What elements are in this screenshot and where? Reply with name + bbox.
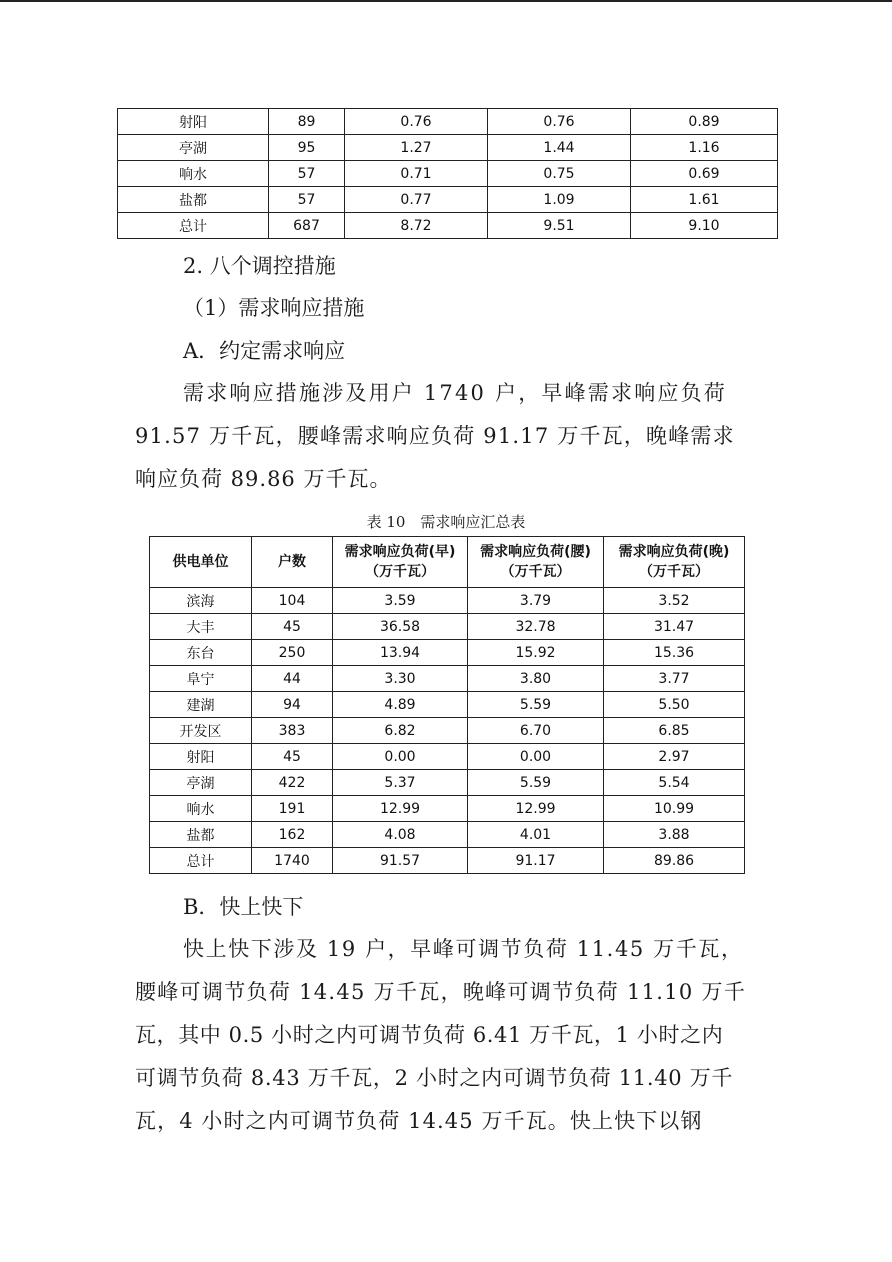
table-cell: 91.17 bbox=[468, 848, 604, 874]
column-header bbox=[468, 537, 604, 588]
table-cell: 4.89 bbox=[333, 692, 468, 718]
table-cell: 191 bbox=[252, 796, 333, 822]
para-b-line-5: 瓦，4 小时之内可调节负荷 14.45 万千瓦。快上快下以钢 bbox=[135, 1109, 703, 1133]
table-cell: 1.27 bbox=[345, 135, 488, 161]
column-header bbox=[604, 537, 745, 588]
table-cell: 10.99 bbox=[604, 796, 745, 822]
table-cell: 1740 bbox=[252, 848, 333, 874]
table-cell: 57 bbox=[269, 187, 345, 213]
table-cell: 0.77 bbox=[345, 187, 488, 213]
table-cell: 6.85 bbox=[604, 718, 745, 744]
unit-name-cell: 大丰 bbox=[150, 614, 252, 640]
unit-name-cell: 建湖 bbox=[150, 692, 252, 718]
table-cell: 5.59 bbox=[468, 692, 604, 718]
column-header-line: 供电单位 bbox=[172, 554, 229, 570]
table-row bbox=[118, 109, 778, 135]
table-row bbox=[150, 718, 745, 744]
table-cell: 1.44 bbox=[488, 135, 631, 161]
column-header bbox=[252, 537, 333, 588]
table-row bbox=[150, 666, 745, 692]
para-a-line-1: 需求响应措施涉及用户 1740 户，早峰需求响应负荷 bbox=[183, 381, 727, 405]
unit-name-cell: 射阳 bbox=[118, 109, 269, 135]
table-cell: 3.80 bbox=[468, 666, 604, 692]
table-cell: 15.36 bbox=[604, 640, 745, 666]
table-cell: 383 bbox=[252, 718, 333, 744]
table-cell: 15.92 bbox=[468, 640, 604, 666]
table-row bbox=[150, 744, 745, 770]
regional-load-table bbox=[117, 108, 778, 239]
table-cell: 89.86 bbox=[604, 848, 745, 874]
table-cell: 5.50 bbox=[604, 692, 745, 718]
para-b-line-1: 快上快下涉及 19 户，早峰可调节负荷 11.45 万千瓦， bbox=[183, 937, 744, 961]
table-cell: 89 bbox=[269, 109, 345, 135]
unit-name-cell: 射阳 bbox=[150, 744, 252, 770]
para-b-line-2: 腰峰可调节负荷 14.45 万千瓦，晚峰可调节负荷 11.10 万千 bbox=[135, 980, 747, 1004]
unit-name-cell: 亭湖 bbox=[150, 770, 252, 796]
table-cell: 12.99 bbox=[333, 796, 468, 822]
page-top-border bbox=[0, 0, 892, 2]
table-cell: 1.16 bbox=[631, 135, 778, 161]
unit-name-cell: 响水 bbox=[118, 161, 269, 187]
unit-name-cell: 盐都 bbox=[150, 822, 252, 848]
table-cell: 3.59 bbox=[333, 588, 468, 614]
table-cell: 91.57 bbox=[333, 848, 468, 874]
table-cell: 2.97 bbox=[604, 744, 745, 770]
table-row bbox=[150, 796, 745, 822]
unit-name-cell: 东台 bbox=[150, 640, 252, 666]
unit-name-cell: 总计 bbox=[118, 213, 269, 239]
table-cell: 0.76 bbox=[488, 109, 631, 135]
table-cell: 94 bbox=[252, 692, 333, 718]
demand-response-table-body bbox=[150, 588, 745, 874]
section-heading: 2. 八个调控措施 bbox=[183, 254, 336, 278]
table-cell: 4.08 bbox=[333, 822, 468, 848]
table-row bbox=[150, 770, 745, 796]
table-cell: 45 bbox=[252, 614, 333, 640]
unit-name-cell: 滨海 bbox=[150, 588, 252, 614]
table-cell: 162 bbox=[252, 822, 333, 848]
table-cell: 1.61 bbox=[631, 187, 778, 213]
table-10-caption: 表 10 需求响应汇总表 bbox=[366, 513, 526, 531]
table-cell: 5.37 bbox=[333, 770, 468, 796]
table-cell: 687 bbox=[269, 213, 345, 239]
unit-name-cell: 阜宁 bbox=[150, 666, 252, 692]
table-cell: 422 bbox=[252, 770, 333, 796]
column-header-line: 户数 bbox=[278, 554, 306, 570]
table-cell: 5.54 bbox=[604, 770, 745, 796]
para-b-line-4: 可调节负荷 8.43 万千瓦，2 小时之内可调节负荷 11.40 万千 bbox=[135, 1066, 734, 1090]
item-a-heading: A．约定需求响应 bbox=[183, 339, 346, 363]
table-row bbox=[150, 848, 745, 874]
column-header-unit: （万千瓦） bbox=[365, 564, 435, 580]
subsection-heading: （1）需求响应措施 bbox=[183, 296, 365, 320]
table-cell: 0.69 bbox=[631, 161, 778, 187]
table-cell: 3.30 bbox=[333, 666, 468, 692]
table-cell: 9.10 bbox=[631, 213, 778, 239]
table-cell: 6.70 bbox=[468, 718, 604, 744]
table-cell: 45 bbox=[252, 744, 333, 770]
table-cell: 3.77 bbox=[604, 666, 745, 692]
table-cell: 95 bbox=[269, 135, 345, 161]
para-b-line-3: 瓦，其中 0.5 小时之内可调节负荷 6.41 万千瓦，1 小时之内 bbox=[135, 1023, 724, 1047]
table-row bbox=[150, 640, 745, 666]
unit-name-cell: 总计 bbox=[150, 848, 252, 874]
unit-name-cell: 响水 bbox=[150, 796, 252, 822]
table-cell: 1.09 bbox=[488, 187, 631, 213]
unit-name-cell: 盐都 bbox=[118, 187, 269, 213]
table-header-row bbox=[150, 537, 745, 588]
table-cell: 57 bbox=[269, 161, 345, 187]
table-cell: 9.51 bbox=[488, 213, 631, 239]
column-header-unit: （万千瓦） bbox=[500, 564, 571, 580]
regional-load-table-body bbox=[118, 109, 778, 239]
column-header bbox=[333, 537, 468, 588]
table-cell: 32.78 bbox=[468, 614, 604, 640]
table-row bbox=[150, 614, 745, 640]
table-cell: 3.79 bbox=[468, 588, 604, 614]
table-cell: 0.75 bbox=[488, 161, 631, 187]
demand-response-summary-table bbox=[149, 536, 745, 874]
table-cell: 0.00 bbox=[468, 744, 604, 770]
column-header-unit: （万千瓦） bbox=[639, 564, 709, 580]
table-cell: 13.94 bbox=[333, 640, 468, 666]
para-a-line-3: 响应负荷 89.86 万千瓦。 bbox=[135, 467, 392, 491]
para-a-line-2: 91.57 万千瓦，腰峰需求响应负荷 91.17 万千瓦，晚峰需求 bbox=[135, 424, 735, 448]
table-row bbox=[118, 187, 778, 213]
table-cell: 0.00 bbox=[333, 744, 468, 770]
table-row bbox=[150, 588, 745, 614]
table-cell: 0.89 bbox=[631, 109, 778, 135]
table-cell: 0.71 bbox=[345, 161, 488, 187]
table-row bbox=[150, 692, 745, 718]
unit-name-cell: 开发区 bbox=[150, 718, 252, 744]
item-b-heading: B．快上快下 bbox=[183, 895, 304, 919]
table-row bbox=[118, 135, 778, 161]
table-cell: 3.88 bbox=[604, 822, 745, 848]
column-header-line: 需求响应负荷(腰) bbox=[480, 544, 591, 560]
unit-name-cell: 亭湖 bbox=[118, 135, 269, 161]
table-cell: 8.72 bbox=[345, 213, 488, 239]
table-cell: 6.82 bbox=[333, 718, 468, 744]
table-cell: 12.99 bbox=[468, 796, 604, 822]
table-cell: 0.76 bbox=[345, 109, 488, 135]
column-header-line: 需求响应负荷(早) bbox=[344, 544, 456, 560]
table-cell: 31.47 bbox=[604, 614, 745, 640]
table-cell: 3.52 bbox=[604, 588, 745, 614]
table-row bbox=[150, 822, 745, 848]
table-cell: 36.58 bbox=[333, 614, 468, 640]
column-header-line: 需求响应负荷(晚) bbox=[618, 544, 730, 560]
table-row bbox=[118, 161, 778, 187]
table-cell: 4.01 bbox=[468, 822, 604, 848]
table-cell: 104 bbox=[252, 588, 333, 614]
table-cell: 5.59 bbox=[468, 770, 604, 796]
table-row bbox=[118, 213, 778, 239]
column-header bbox=[150, 537, 252, 588]
table-cell: 250 bbox=[252, 640, 333, 666]
table-cell: 44 bbox=[252, 666, 333, 692]
